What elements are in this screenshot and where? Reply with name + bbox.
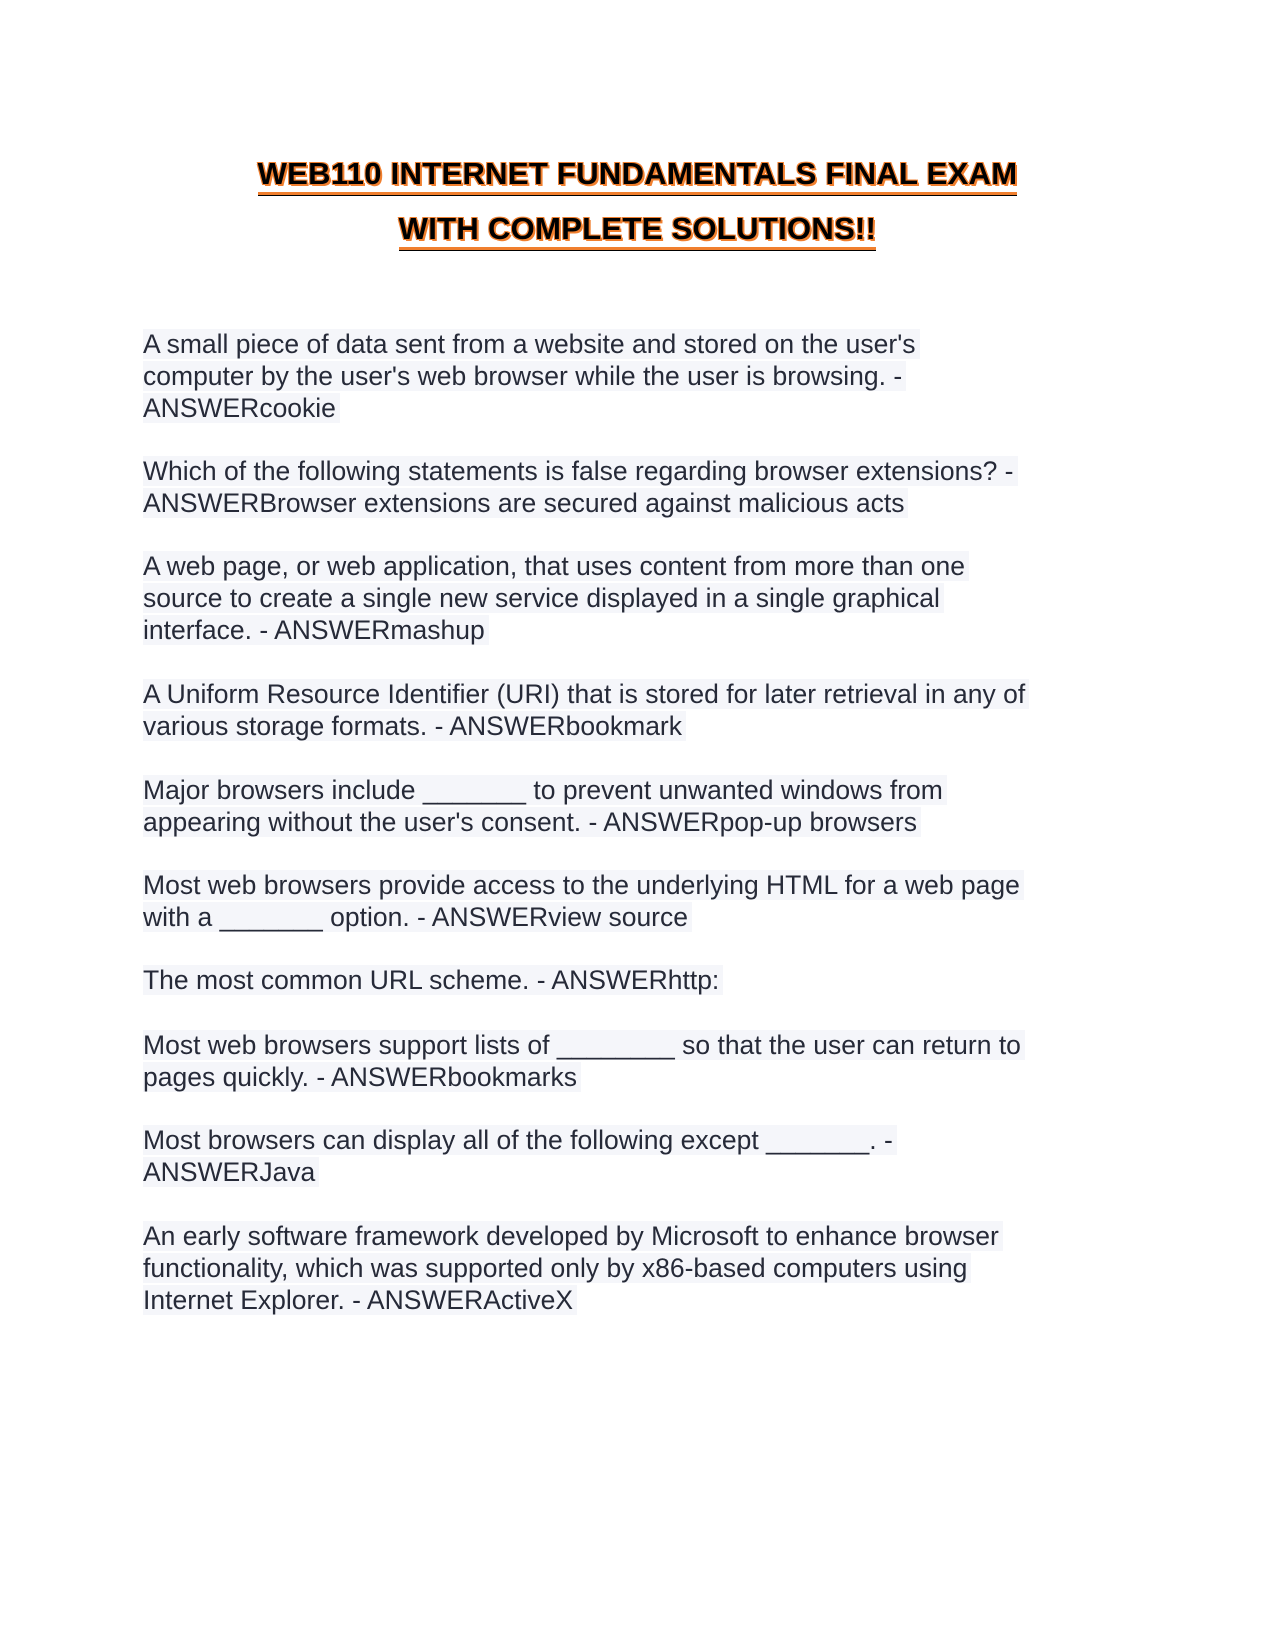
qa-line: [143, 614, 1143, 646]
qa-text: ANSWERcookie: [143, 393, 340, 423]
qa-item: [143, 455, 1143, 519]
qa-text: computer by the user's web browser while the user is browsing. -: [143, 361, 906, 391]
qa-text: A small piece of data sent from a website and stored on the user's: [143, 329, 920, 359]
qa-item: [143, 328, 1143, 424]
qa-line: [143, 487, 1143, 519]
qa-text: pages quickly. - ANSWERbookmarks: [143, 1062, 581, 1092]
title-line-1: WEB110 INTERNET FUNDAMENTALS FINAL EXAM: [258, 156, 1018, 195]
document-title: [0, 150, 1275, 260]
qa-item: [143, 774, 1143, 838]
qa-item: [143, 550, 1143, 646]
qa-line: [143, 1220, 1143, 1252]
qa-text: Internet Explorer. - ANSWERActiveX: [143, 1285, 577, 1315]
qa-text: ANSWERJava: [143, 1157, 319, 1187]
qa-line: [143, 710, 1143, 742]
qa-item: [143, 964, 1143, 996]
qa-line: [143, 806, 1143, 838]
qa-text: A Uniform Resource Identifier (URI) that is stored for later retrieval in any of: [143, 679, 1029, 709]
qa-line: [143, 582, 1143, 614]
qa-line: [143, 964, 1143, 996]
qa-line: [143, 392, 1143, 424]
qa-item: [143, 869, 1143, 933]
qa-line: [143, 678, 1143, 710]
qa-line: [143, 328, 1143, 360]
qa-text: The most common URL scheme. - ANSWERhttp:: [143, 965, 723, 995]
qa-line: [143, 550, 1143, 582]
qa-item: [143, 678, 1143, 742]
qa-item: [143, 1220, 1143, 1316]
qa-text: various storage formats. - ANSWERbookmark: [143, 711, 686, 741]
qa-text: Most web browsers provide access to the underlying HTML for a web page: [143, 870, 1024, 900]
qa-text: appearing without the user's consent. - ANSWERpop-up browsers: [143, 807, 921, 837]
qa-item: [143, 1124, 1143, 1188]
qa-text: Major browsers include _______ to prevent unwanted windows from: [143, 775, 947, 805]
qa-line: [143, 1029, 1143, 1061]
qa-text: Which of the following statements is false regarding browser extensions? -: [143, 456, 1018, 486]
qa-line: [143, 901, 1143, 933]
qa-text: interface. - ANSWERmashup: [143, 615, 489, 645]
qa-text: Most browsers can display all of the following except _______. -: [143, 1125, 897, 1155]
qa-text: Most web browsers support lists of ________ so that the user can return to: [143, 1030, 1025, 1060]
title-line-2: WITH COMPLETE SOLUTIONS!!: [399, 211, 877, 250]
qa-line: [143, 1252, 1143, 1284]
qa-item: [143, 1029, 1143, 1093]
qa-line: [143, 774, 1143, 806]
qa-line: [143, 360, 1143, 392]
qa-text: source to create a single new service displayed in a single graphical: [143, 583, 944, 613]
qa-line: [143, 1156, 1143, 1188]
qa-line: [143, 1061, 1143, 1093]
qa-line: [143, 1284, 1143, 1316]
qa-text: ANSWERBrowser extensions are secured against malicious acts: [143, 488, 908, 518]
qa-text: A web page, or web application, that uses content from more than one: [143, 551, 969, 581]
qa-text: functionality, which was supported only by x86-based computers using: [143, 1253, 971, 1283]
qa-line: [143, 455, 1143, 487]
qa-text: with a _______ option. - ANSWERview source: [143, 902, 692, 932]
qa-text: An early software framework developed by Microsoft to enhance browser: [143, 1221, 1003, 1251]
qa-line: [143, 869, 1143, 901]
qa-line: [143, 1124, 1143, 1156]
